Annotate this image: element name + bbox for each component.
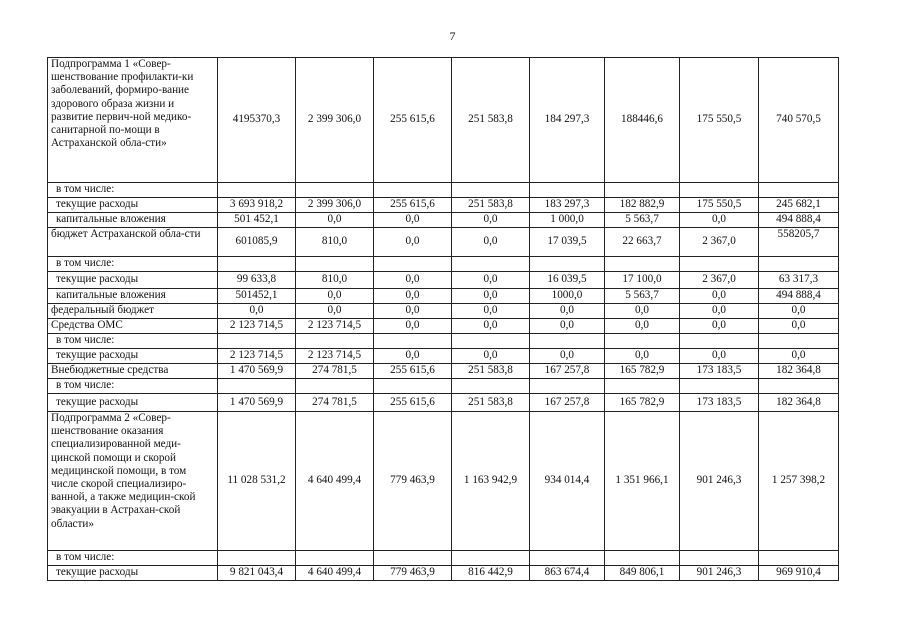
table-row [48, 228, 839, 257]
table-row [48, 257, 839, 272]
row-label: Средства ОМС [48, 319, 218, 334]
value-cell: 1 351 966,1 [605, 412, 680, 551]
value-cell: 1 470 569,9 [218, 364, 296, 379]
value-cell: 0,0 [374, 213, 452, 228]
value-cell [452, 334, 530, 349]
value-cell: 255 615,6 [374, 364, 452, 379]
value-cell: 779 463,9 [374, 412, 452, 551]
value-cell: 2 399 306,0 [296, 198, 374, 213]
row-label: текущие расходы [48, 566, 218, 581]
row-label: текущие расходы [48, 394, 218, 412]
value-cell: 1 470 569,9 [218, 394, 296, 412]
value-cell [759, 183, 839, 198]
value-cell [374, 183, 452, 198]
budget-table [47, 57, 839, 581]
value-cell [452, 379, 530, 394]
value-cell [374, 257, 452, 272]
table-row [48, 566, 839, 581]
value-cell: 0,0 [452, 213, 530, 228]
row-label: федеральный бюджет [48, 304, 218, 319]
table-row [48, 334, 839, 349]
value-cell: 245 682,1 [759, 198, 839, 213]
value-cell: 4195370,3 [218, 58, 296, 183]
value-cell: 810,0 [296, 228, 374, 257]
value-cell: 0,0 [296, 213, 374, 228]
value-cell: 251 583,8 [452, 58, 530, 183]
value-cell: 901 246,3 [680, 412, 759, 551]
value-cell: 0,0 [680, 319, 759, 334]
value-cell [605, 334, 680, 349]
value-cell: 251 583,8 [452, 394, 530, 412]
value-cell [374, 379, 452, 394]
value-cell: 22 663,7 [605, 228, 680, 257]
value-cell: 601085,9 [218, 228, 296, 257]
value-cell: 2 367,0 [680, 272, 759, 289]
value-cell [218, 183, 296, 198]
table-row [48, 319, 839, 334]
value-cell: 740 570,5 [759, 58, 839, 183]
value-cell [759, 379, 839, 394]
value-cell: 0,0 [680, 304, 759, 319]
table-row [48, 58, 839, 183]
value-cell [680, 183, 759, 198]
value-cell [530, 334, 605, 349]
value-cell: 175 550,5 [680, 58, 759, 183]
value-cell [530, 257, 605, 272]
table-row [48, 364, 839, 379]
value-cell: 165 782,9 [605, 394, 680, 412]
value-cell: 0,0 [374, 349, 452, 364]
value-cell: 175 550,5 [680, 198, 759, 213]
value-cell: 0,0 [452, 289, 530, 304]
value-cell: 0,0 [452, 304, 530, 319]
value-cell: 0,0 [374, 272, 452, 289]
value-cell: 0,0 [374, 319, 452, 334]
table-row [48, 198, 839, 213]
value-cell: 779 463,9 [374, 566, 452, 581]
value-cell: 99 633,8 [218, 272, 296, 289]
value-cell: 0,0 [605, 319, 680, 334]
value-cell: 4 640 499,4 [296, 412, 374, 551]
row-label: текущие расходы [48, 272, 218, 289]
value-cell: 182 364,8 [759, 364, 839, 379]
value-cell: 0,0 [680, 289, 759, 304]
value-cell [605, 551, 680, 566]
value-cell: 173 183,5 [680, 364, 759, 379]
value-cell [605, 183, 680, 198]
value-cell [218, 334, 296, 349]
row-label: капитальные вложения [48, 289, 218, 304]
value-cell: 0,0 [759, 349, 839, 364]
value-cell: 2 367,0 [680, 228, 759, 257]
table-row [48, 394, 839, 412]
value-cell: 165 782,9 [605, 364, 680, 379]
value-cell: 816 442,9 [452, 566, 530, 581]
value-cell: 182 882,9 [605, 198, 680, 213]
value-cell: 1 257 398,2 [759, 412, 839, 551]
value-cell: 173 183,5 [680, 394, 759, 412]
row-label: в том числе: [48, 379, 218, 394]
value-cell [680, 257, 759, 272]
value-cell: 0,0 [374, 228, 452, 257]
value-cell: 184 297,3 [530, 58, 605, 183]
value-cell: 167 257,8 [530, 364, 605, 379]
value-cell: 3 693 918,2 [218, 198, 296, 213]
table-row [48, 272, 839, 289]
value-cell: 0,0 [374, 304, 452, 319]
value-cell: 274 781,5 [296, 364, 374, 379]
value-cell: 2 399 306,0 [296, 58, 374, 183]
value-cell: 0,0 [374, 289, 452, 304]
value-cell: 1000,0 [530, 289, 605, 304]
value-cell [680, 379, 759, 394]
value-cell: 0,0 [759, 304, 839, 319]
value-cell: 901 246,3 [680, 566, 759, 581]
table-row [48, 289, 839, 304]
page-number: 7 [449, 29, 456, 43]
value-cell: 9 821 043,4 [218, 566, 296, 581]
value-cell: 969 910,4 [759, 566, 839, 581]
value-cell: 501452,1 [218, 289, 296, 304]
value-cell: 0,0 [680, 213, 759, 228]
row-label: в том числе: [48, 183, 218, 198]
value-cell: 1 000,0 [530, 213, 605, 228]
row-label: в том числе: [48, 257, 218, 272]
value-cell: 0,0 [296, 304, 374, 319]
value-cell: 182 364,8 [759, 394, 839, 412]
value-cell [530, 551, 605, 566]
value-cell: 0,0 [296, 289, 374, 304]
value-cell: 2 123 714,5 [296, 349, 374, 364]
value-cell: 188446,6 [605, 58, 680, 183]
value-cell: 167 257,8 [530, 394, 605, 412]
value-cell [530, 183, 605, 198]
value-cell: 0,0 [452, 228, 530, 257]
row-label: текущие расходы [48, 349, 218, 364]
value-cell [605, 257, 680, 272]
value-cell [680, 334, 759, 349]
value-cell: 0,0 [218, 304, 296, 319]
value-cell: 934 014,4 [530, 412, 605, 551]
value-cell: 0,0 [452, 349, 530, 364]
value-cell: 0,0 [759, 319, 839, 334]
row-label: в том числе: [48, 551, 218, 566]
value-cell [759, 551, 839, 566]
value-cell [759, 334, 839, 349]
value-cell: 2 123 714,5 [296, 319, 374, 334]
value-cell: 17 100,0 [605, 272, 680, 289]
table-row [48, 551, 839, 566]
value-cell [218, 379, 296, 394]
value-cell: 863 674,4 [530, 566, 605, 581]
value-cell: 494 888,4 [759, 289, 839, 304]
value-cell [530, 379, 605, 394]
row-label: Подпрограмма 1 «Совер-шенствование профилакти-ки заболеваний, формиро-вание здорового образа жизни и развитие первич-ной медико-санитарной по-мощи в Астраханской обла-сти» [48, 58, 218, 183]
value-cell [296, 379, 374, 394]
table-row [48, 304, 839, 319]
value-cell: 0,0 [605, 304, 680, 319]
value-cell: 0,0 [530, 319, 605, 334]
value-cell [296, 551, 374, 566]
value-cell [218, 551, 296, 566]
value-cell: 494 888,4 [759, 213, 839, 228]
row-label: текущие расходы [48, 198, 218, 213]
table-row [48, 349, 839, 364]
value-cell: 183 297,3 [530, 198, 605, 213]
value-cell: 63 317,3 [759, 272, 839, 289]
value-cell: 501 452,1 [218, 213, 296, 228]
table-row [48, 213, 839, 228]
value-cell: 0,0 [530, 304, 605, 319]
value-cell: 274 781,5 [296, 394, 374, 412]
value-cell [218, 257, 296, 272]
value-cell [296, 257, 374, 272]
table-row [48, 183, 839, 198]
value-cell: 255 615,6 [374, 58, 452, 183]
row-label: Внебюджетные средства [48, 364, 218, 379]
row-label: бюджет Астраханской обла-сти [48, 228, 218, 257]
value-cell: 1 163 942,9 [452, 412, 530, 551]
row-label: Подпрограмма 2 «Совер-шенствование оказания специализированной меди-цинской помощи и скорой медицинской помощи, в том числе скорой специализиро-ванной, а также медицин-ской эвакуации в Астрахан-ской области» [48, 412, 218, 551]
value-cell [605, 379, 680, 394]
value-cell: 0,0 [452, 272, 530, 289]
value-cell: 251 583,8 [452, 198, 530, 213]
value-cell [452, 183, 530, 198]
value-cell [452, 257, 530, 272]
value-cell: 5 563,7 [605, 213, 680, 228]
value-cell: 0,0 [680, 349, 759, 364]
value-cell: 4 640 499,4 [296, 566, 374, 581]
value-cell: 255 615,6 [374, 198, 452, 213]
value-cell: 5 563,7 [605, 289, 680, 304]
value-cell: 0,0 [452, 319, 530, 334]
value-cell: 16 039,5 [530, 272, 605, 289]
value-cell: 849 806,1 [605, 566, 680, 581]
value-cell: 251 583,8 [452, 364, 530, 379]
value-cell: 810,0 [296, 272, 374, 289]
value-cell [374, 334, 452, 349]
value-cell [374, 551, 452, 566]
value-cell: 17 039,5 [530, 228, 605, 257]
value-cell: 2 123 714,5 [218, 349, 296, 364]
value-cell: 2 123 714,5 [218, 319, 296, 334]
value-cell [452, 551, 530, 566]
row-label: в том числе: [48, 334, 218, 349]
value-cell [296, 334, 374, 349]
row-label: капитальные вложения [48, 213, 218, 228]
table-row [48, 412, 839, 551]
value-cell [296, 183, 374, 198]
value-cell [759, 257, 839, 272]
value-cell: 0,0 [530, 349, 605, 364]
value-cell: 11 028 531,2 [218, 412, 296, 551]
table-row [48, 379, 839, 394]
value-cell [680, 551, 759, 566]
value-cell: 255 615,6 [374, 394, 452, 412]
value-cell: 558205,7 [759, 228, 839, 257]
value-cell: 0,0 [605, 349, 680, 364]
